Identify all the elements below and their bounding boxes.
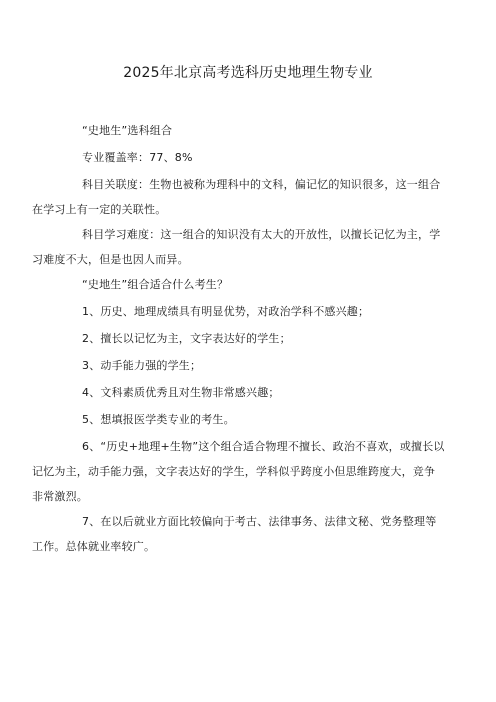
document-title: 2025年北京高考选科历史地理生物专业	[123, 65, 373, 81]
paragraph-learning-difficulty: 科目学习难度：这一组合的知识没有太大的开放性，以擅长记忆为主，学习难度不大，但是也因人而异。	[32, 228, 441, 266]
paragraph-subject-correlation: 科目关联度：生物也被称为理科中的文科，偏记忆的知识很多，这一组合在学习上有一定的关联性。	[32, 178, 441, 216]
list-item-4: 4、文科素质优秀且对生物非常感兴趣；	[82, 386, 280, 399]
list-item-3: 3、动手能力强的学生；	[82, 359, 202, 372]
paragraph-coverage-rate: 专业覆盖率：77、8%	[82, 151, 193, 164]
list-item-5: 5、想填报医学类专业的考生。	[82, 413, 235, 426]
list-item-6: 6、“历史+地理+生物”这个组合适合物理不擅长、政治不喜欢，或擅长以记忆为主，动手能力强，文字表达好的学生，学科似乎跨度小但思维跨度大，竞争非常激烈。	[32, 440, 445, 503]
list-item-2: 2、擅长以记忆为主，文字表达好的学生；	[82, 332, 291, 345]
list-item-1: 1、历史、地理成绩具有明显优势，对政治学科不感兴趣；	[82, 305, 370, 318]
paragraph-suitable-students-heading: “史地生”组合适合什么考生？	[82, 278, 229, 291]
list-item-7: 7、在以后就业方面比较偏向于考古、法律事务、法律文秘、党务整理等工作。总体就业率较广。	[32, 515, 437, 553]
paragraph-combo-heading: “史地生”选科组合	[82, 124, 173, 137]
document-body	[32, 118, 446, 559]
